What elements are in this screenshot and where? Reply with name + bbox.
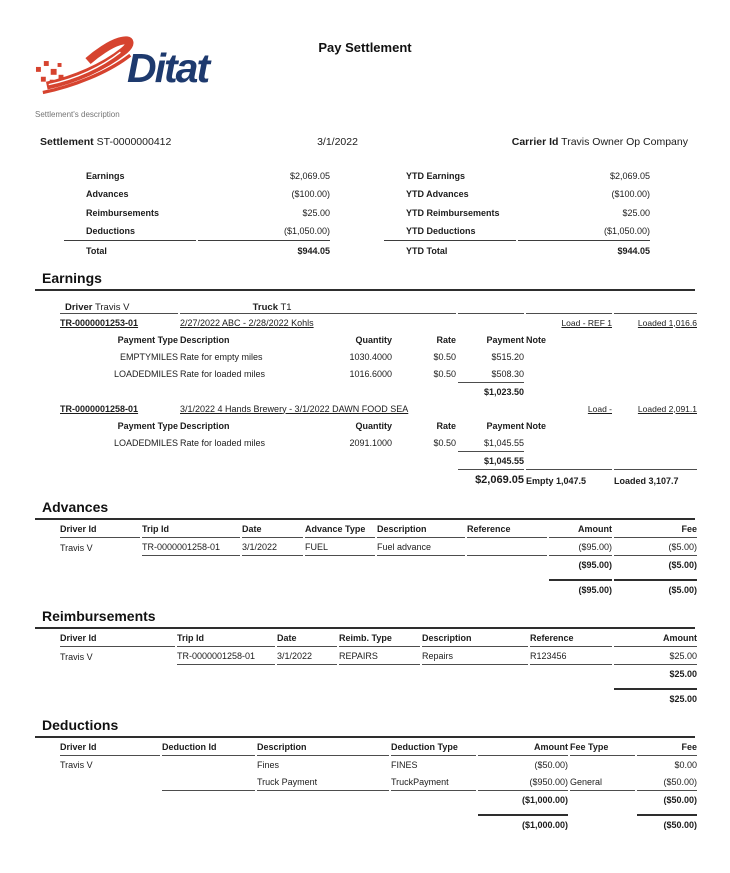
- summary-total-label: YTD Total: [384, 240, 516, 260]
- earnings-heading: Earnings: [35, 270, 695, 291]
- quantity-cell: 1030.4000: [349, 351, 392, 362]
- col-deduction-id: Deduction Id: [162, 738, 255, 756]
- amount-cell: ($95.00): [549, 538, 612, 556]
- advances-table: [58, 520, 699, 598]
- summary-row: [64, 203, 330, 222]
- report-header: [35, 36, 695, 102]
- summary-total-label: Total: [64, 240, 196, 260]
- subtotal-amount: $25.00: [669, 668, 697, 679]
- earnings-total-row: [60, 469, 697, 489]
- col-rate: Rate: [436, 334, 456, 345]
- summary-label: Reimbursements: [86, 207, 160, 218]
- note-cell: [526, 434, 578, 451]
- total-amount: ($95.00): [549, 579, 612, 598]
- earnings-columns-row: [60, 417, 697, 434]
- col-payment: Payment: [486, 334, 524, 345]
- col-fee: Fee: [637, 738, 697, 756]
- summary-value: $25.00: [622, 207, 650, 218]
- trip-subtotal: $1,023.50: [458, 382, 524, 400]
- carrier-name: Travis Owner Op Company: [561, 136, 688, 148]
- col-reference: Reference: [467, 520, 547, 538]
- total-fee: ($5.00): [614, 579, 697, 598]
- deductions-total-row: [60, 814, 697, 833]
- reimbursements-subtotal-row: [60, 665, 697, 682]
- total-fee: ($50.00): [637, 814, 697, 833]
- summary-label: YTD Reimbursements: [406, 207, 500, 218]
- summary-table-current: [62, 166, 332, 260]
- amount-cell: ($950.00): [478, 773, 568, 791]
- reimbursements-table: [58, 629, 699, 707]
- subtotal-fee: ($5.00): [668, 559, 697, 570]
- col-note: Note: [526, 334, 546, 345]
- subtotal-amount: ($95.00): [578, 559, 612, 570]
- advances-heading: Advances: [35, 499, 695, 520]
- deduction-id-cell: [162, 773, 255, 791]
- advances-subtotal-row: [60, 556, 697, 573]
- description-cell: Rate for loaded miles: [180, 368, 266, 379]
- summary-value: ($100.00): [291, 189, 330, 199]
- driver-truck-row: [65, 302, 695, 313]
- logo-wordmark: Ditat: [127, 44, 209, 91]
- payment-cell: $515.20: [491, 351, 524, 362]
- deduction-type-cell: TruckPayment: [391, 773, 476, 791]
- summary-row: [384, 185, 650, 204]
- col-payment-type: Payment Type: [117, 420, 178, 431]
- summary-value: ($100.00): [611, 189, 650, 199]
- summary-row: [64, 222, 330, 241]
- summary-label: Earnings: [86, 170, 125, 181]
- col-driver-id: Driver Id: [60, 629, 175, 647]
- col-driver-id: Driver Id: [60, 520, 140, 538]
- truck-id: T1: [280, 301, 292, 313]
- rate-cell: $0.50: [433, 368, 456, 379]
- description-cell: Rate for empty miles: [180, 351, 263, 362]
- deduction-id-cell: [162, 756, 255, 773]
- driver-id-cell: Travis V: [60, 759, 93, 770]
- col-trip-id: Trip Id: [142, 520, 240, 538]
- trip-subtotal-row: [60, 451, 697, 469]
- spacer-cell: [458, 400, 524, 417]
- empty-miles-total: Empty 1,047.5: [526, 469, 612, 489]
- reference-cell: [467, 538, 547, 556]
- truck-label: Truck: [252, 301, 278, 313]
- deductions-heading: Deductions: [35, 717, 695, 738]
- reimb-type-cell: REPAIRS: [339, 647, 420, 665]
- earnings-row: [60, 365, 697, 382]
- summary-row: [64, 185, 330, 204]
- total-amount: $25.00: [614, 688, 697, 707]
- col-fee-type: Fee Type: [570, 738, 635, 756]
- col-payment: Payment: [486, 420, 524, 431]
- col-date: Date: [242, 520, 303, 538]
- summary-row: [64, 166, 330, 185]
- description-cell: Rate for loaded miles: [180, 437, 266, 448]
- advances-columns-row: [60, 520, 697, 538]
- col-description: Description: [422, 629, 528, 647]
- payment-cell: $1,045.55: [483, 437, 524, 448]
- trip-subtotal-row: [60, 382, 697, 400]
- summary-value: $2,069.05: [289, 170, 330, 181]
- summary-total-value: $944.05: [198, 240, 330, 260]
- earnings-row: [60, 348, 697, 365]
- fee-type-cell: [570, 756, 635, 773]
- earnings-table: [58, 313, 699, 489]
- settlement-id: ST-0000000412: [96, 136, 172, 148]
- summary-label: Deductions: [86, 226, 136, 236]
- quantity-cell: 2091.1000: [349, 437, 392, 448]
- rate-cell: $0.50: [433, 437, 456, 448]
- payment-cell: $508.30: [491, 368, 524, 379]
- col-date: Date: [277, 629, 337, 647]
- fee-cell: ($5.00): [614, 538, 697, 556]
- col-advance-type: Advance Type: [305, 520, 375, 538]
- fee-type-cell: General: [570, 773, 635, 791]
- fee-cell: $0.00: [674, 759, 697, 770]
- summary-value: $2,069.05: [609, 170, 650, 181]
- page-title: Pay Settlement: [318, 40, 412, 55]
- col-description: Description: [180, 334, 230, 345]
- deduction-type-cell: FINES: [391, 759, 418, 770]
- deduction-row: [60, 756, 697, 773]
- subtotal-fee: ($50.00): [663, 794, 697, 805]
- advance-type-cell: FUEL: [305, 538, 375, 556]
- load-ref-link[interactable]: Load -: [587, 403, 612, 414]
- summary-total-value: $944.05: [518, 240, 650, 260]
- earnings-total: $2,069.05: [458, 469, 524, 489]
- summary-label: YTD Deductions: [406, 226, 476, 236]
- settlement-info-row: [35, 136, 695, 150]
- trip-description-link[interactable]: 3/1/2022 4 Hands Brewery - 3/1/2022 DAWN FOOD SEA: [180, 403, 409, 414]
- summary-value: $25.00: [302, 207, 330, 218]
- carrier-id-label: Carrier Id: [511, 136, 559, 148]
- trip-id-cell: TR-0000001258-01: [142, 538, 240, 556]
- summary-table-ytd: [382, 166, 652, 260]
- deductions-subtotal-row: [60, 791, 697, 808]
- driver-id-cell: Travis V: [60, 542, 93, 553]
- reimbursements-total-row: [60, 688, 697, 707]
- reference-cell: R123456: [530, 647, 612, 665]
- summary-row: [384, 222, 650, 241]
- summary-row: [384, 203, 650, 222]
- amount-cell: $25.00: [614, 647, 697, 665]
- col-rate: Rate: [436, 420, 456, 431]
- col-amount: Amount: [549, 520, 612, 538]
- driver-name: Travis V: [94, 301, 130, 313]
- col-quantity: Quantity: [355, 334, 392, 345]
- trip-subtotal: $1,045.55: [458, 451, 524, 469]
- summary-section: [62, 166, 730, 260]
- trip-header-row: [60, 313, 697, 331]
- deductions-columns-row: [60, 738, 697, 756]
- summary-total-row: [64, 240, 330, 260]
- col-reference: Reference: [530, 629, 612, 647]
- col-driver-id: Driver Id: [60, 738, 160, 756]
- trip-header-row: [60, 400, 697, 417]
- summary-label: Advances: [86, 189, 129, 199]
- driver-id-cell: Travis V: [60, 651, 93, 662]
- col-payment-type: Payment Type: [117, 334, 178, 345]
- advance-row: [60, 538, 697, 556]
- settlement-label: Settlement: [40, 136, 94, 148]
- deductions-table: [58, 738, 699, 833]
- col-description: Description: [180, 420, 230, 431]
- col-amount: Amount: [614, 629, 697, 647]
- loaded-miles-total: Loaded 3,107.7: [614, 469, 697, 489]
- spacer-cell: [458, 313, 524, 331]
- description-cell: Truck Payment: [257, 773, 389, 791]
- summary-label: YTD Earnings: [406, 170, 466, 181]
- col-description: Description: [377, 520, 465, 538]
- deduction-row: [60, 773, 697, 791]
- description-cell: Repairs: [422, 647, 528, 665]
- settlement-date: 3/1/2022: [317, 136, 358, 148]
- summary-value: ($1,050.00): [283, 226, 330, 236]
- trip-description-link[interactable]: 2/27/2022 ABC - 2/28/2022 Kohls: [180, 313, 456, 331]
- col-fee: Fee: [614, 520, 697, 538]
- summary-label: YTD Advances: [406, 189, 469, 199]
- payment-type-cell: EMPTYMILES: [119, 351, 178, 362]
- col-trip-id: Trip Id: [177, 629, 275, 647]
- earnings-columns-row: [60, 331, 697, 348]
- summary-row: [384, 166, 650, 185]
- loaded-miles-link[interactable]: Loaded 1,016.6: [614, 313, 697, 331]
- settlement-description: Settlement's description: [35, 110, 120, 119]
- payment-type-cell: LOADEDMILES: [113, 368, 178, 379]
- quantity-cell: 1016.6000: [349, 368, 392, 379]
- load-ref-link[interactable]: Load - REF 1: [526, 313, 612, 331]
- reimbursements-columns-row: [60, 629, 697, 647]
- earnings-row: [60, 434, 697, 451]
- col-note: Note: [526, 420, 546, 431]
- date-cell: 3/1/2022: [277, 647, 337, 665]
- amount-cell: ($50.00): [534, 759, 568, 770]
- trip-id-cell: TR-0000001258-01: [177, 647, 275, 665]
- col-quantity: Quantity: [355, 420, 392, 431]
- advances-total-row: [60, 579, 697, 598]
- subtotal-amount: ($1,000.00): [521, 794, 568, 805]
- rate-cell: $0.50: [433, 351, 456, 362]
- summary-total-row: [384, 240, 650, 260]
- carrier-info: [512, 136, 688, 148]
- summary-value: ($1,050.00): [603, 226, 650, 236]
- col-reimb-type: Reimb. Type: [339, 629, 420, 647]
- fee-cell: ($50.00): [637, 773, 697, 791]
- loaded-miles-link[interactable]: Loaded 2,091.1: [637, 403, 697, 414]
- trip-id-link[interactable]: TR-0000001253-01: [60, 313, 178, 331]
- pay-settlement-page: [0, 36, 730, 873]
- description-cell: Fines: [257, 759, 280, 770]
- payment-type-cell: LOADEDMILES: [113, 437, 178, 448]
- col-description: Description: [257, 738, 389, 756]
- date-cell: 3/1/2022: [242, 538, 303, 556]
- col-amount: Amount: [478, 738, 568, 756]
- reimbursement-row: [60, 647, 697, 665]
- trip-id-link[interactable]: TR-0000001258-01: [60, 403, 139, 414]
- driver-id-cell: [60, 773, 160, 791]
- description-cell: Fuel advance: [377, 538, 465, 556]
- note-cell: [526, 348, 578, 365]
- driver-label: Driver: [65, 301, 93, 313]
- col-deduction-type: Deduction Type: [391, 738, 476, 756]
- note-cell: [526, 365, 578, 382]
- total-amount: ($1,000.00): [478, 814, 568, 833]
- reimbursements-heading: Reimbursements: [35, 608, 695, 629]
